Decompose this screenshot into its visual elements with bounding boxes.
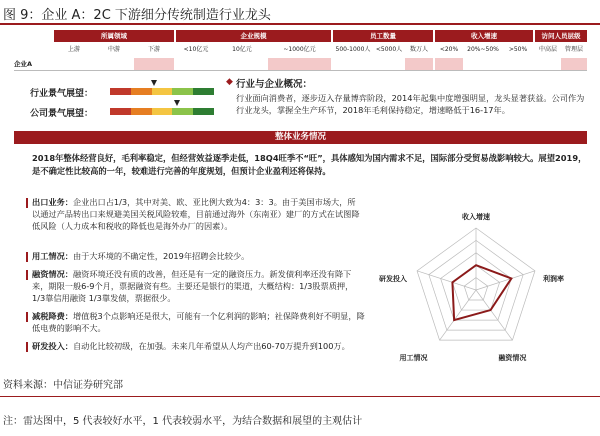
company-outlook-gauge bbox=[110, 108, 214, 115]
industry-outlook-gauge bbox=[110, 88, 214, 95]
gauge-segment bbox=[193, 88, 214, 95]
sub-staff-1: 500-1000人 bbox=[335, 46, 371, 53]
gauge-segment bbox=[152, 88, 173, 95]
sub-growth-2: 20%~50% bbox=[467, 46, 499, 53]
cell-scale bbox=[268, 58, 331, 70]
radar-axis-label: 融资情况 bbox=[498, 354, 527, 363]
radar-series bbox=[452, 265, 511, 320]
sub-midstream: 中游 bbox=[107, 46, 120, 53]
sub-visitors-1: 中高层 bbox=[538, 46, 557, 53]
group-header-visitors: 访问人员层级 bbox=[535, 30, 587, 42]
group-header-staff: 员工数量 bbox=[333, 30, 433, 42]
overview-bullet-icon: ◆ bbox=[226, 77, 233, 87]
item-export bbox=[32, 196, 362, 232]
cell-staff bbox=[405, 58, 433, 70]
sub-visitors-2: 管理层 bbox=[564, 46, 583, 53]
gauge-segment bbox=[110, 108, 131, 115]
figure-title: 图 9：企业 A：2C 下游细分传统制造行业龙头 bbox=[3, 8, 271, 23]
radar-axis-label: 研发投入 bbox=[379, 274, 408, 283]
group-header-domain: 所属领域 bbox=[54, 30, 174, 42]
sub-scale-1: <10亿元 bbox=[183, 46, 209, 53]
item-tax-cut bbox=[32, 310, 372, 334]
item-title: 融资情况： bbox=[32, 269, 73, 279]
footnote: 注：雷达图中，5 代表较好水平，1 代表较弱水平，为结合数据和展望的主观估计 bbox=[3, 416, 363, 427]
footer-divider bbox=[0, 396, 600, 397]
row-divider bbox=[14, 70, 587, 71]
industry-outlook-marker bbox=[151, 80, 157, 86]
sub-upstream: 上游 bbox=[67, 46, 80, 53]
cell-visitors bbox=[561, 58, 587, 70]
item-title: 用工情况： bbox=[32, 251, 73, 261]
gauge-segment bbox=[152, 108, 173, 115]
radar-chart bbox=[376, 194, 588, 370]
item-marker bbox=[26, 198, 28, 208]
item-title: 减税降费： bbox=[32, 311, 73, 321]
radar-axis-label: 收入增速 bbox=[462, 213, 490, 221]
sub-growth-3: >50% bbox=[508, 46, 528, 53]
industry-outlook-label: 行业景气展望： bbox=[30, 89, 94, 99]
radar-axis bbox=[417, 271, 476, 290]
group-header-growth: 收入增速 bbox=[435, 30, 533, 42]
row-label: 企业A bbox=[14, 60, 33, 68]
item-financing bbox=[32, 268, 362, 304]
radar-axis bbox=[476, 290, 512, 340]
sub-growth-1: <20% bbox=[439, 46, 459, 53]
gauge-segment bbox=[110, 88, 131, 95]
item-text: 增值税3个点影响还是很大，可能有一个亿利润的影响；社保降费利好不明显，降低电费的影响不大。 bbox=[32, 311, 365, 333]
sub-staff-3: 数万人 bbox=[409, 46, 428, 53]
sub-staff-2: <5000人 bbox=[375, 46, 403, 53]
sub-scale-2: 10亿元 bbox=[232, 46, 252, 53]
overview-text: 行业面向消费者，逐步迈入存量博弈阶段，2014年起集中度增强明显，龙头显著获益。公司作为行业龙头，掌握全生产环节，2018年毛利保持稳定，增速略低于16-17年。 bbox=[236, 93, 585, 115]
cell-growth bbox=[435, 58, 463, 70]
company-outlook-marker bbox=[174, 100, 180, 106]
gauge-segment bbox=[172, 88, 193, 95]
title-divider bbox=[0, 23, 600, 25]
overview-title: 行业与企业概况： bbox=[236, 79, 313, 90]
item-title: 研发投入： bbox=[32, 341, 73, 351]
cell-downstream bbox=[134, 58, 174, 70]
item-text: 融资环境还没有质的改善，但还是有一定的融资压力。新发债利率还没有降下来，期限一般6-9个月，票据融资有些。主要还是银行的渠道，大概结构：1/3股票质押，1/3靠信用融资 1/3靠发债，票据很少。 bbox=[32, 269, 354, 303]
group-header-scale: 企业规模 bbox=[176, 30, 331, 42]
radar-axis-label: 用工情况 bbox=[399, 354, 428, 363]
item-rnd bbox=[32, 340, 362, 352]
item-marker bbox=[26, 270, 28, 280]
summary-text: 2018年整体经营良好，毛利率稳定，但经营效益逐季走低，18Q4旺季不“旺”，具体感知为国内需求不足，国际部分受贸易战影响较大。展望2019，是不确定性比较高的一年，较难进行完善的年度规划，但预计企业盈利还将保持。 bbox=[32, 153, 587, 176]
gauge-segment bbox=[131, 88, 152, 95]
gauge-segment bbox=[131, 108, 152, 115]
item-marker bbox=[26, 312, 28, 322]
item-marker bbox=[26, 342, 28, 352]
radar-axis-label: 利润率 bbox=[542, 274, 564, 283]
item-text: 自动化比较初级，在加强。未来几年希望从人均产出60-70万提升到100万。 bbox=[72, 341, 350, 351]
company-matrix bbox=[14, 30, 587, 72]
section-title: 整体业务情况 bbox=[14, 131, 587, 144]
item-title: 出口业务： bbox=[32, 197, 73, 207]
gauge-segment bbox=[172, 108, 193, 115]
item-text: 企业出口占1/3，其中对美、欧、亚比例大致为4：3：3。由于美国市场大，所以通过产品转出口来规避美国关税风险较难，目前通过海外（东南亚）建厂的方式在试图降低风险（人力成本和税收的降低也是海外办厂的因素）。 bbox=[32, 197, 360, 231]
source-note: 资料来源：中信证券研究部 bbox=[3, 380, 123, 391]
sub-scale-3: ~1000亿元 bbox=[283, 46, 316, 53]
item-text: 由于大环境的不确定性，2019年招聘会比较少。 bbox=[72, 251, 250, 261]
item-employment bbox=[32, 250, 362, 262]
sub-downstream: 下游 bbox=[147, 46, 160, 53]
gauge-segment bbox=[193, 108, 214, 115]
company-outlook-label: 公司景气展望： bbox=[30, 109, 94, 119]
item-marker bbox=[26, 252, 28, 262]
